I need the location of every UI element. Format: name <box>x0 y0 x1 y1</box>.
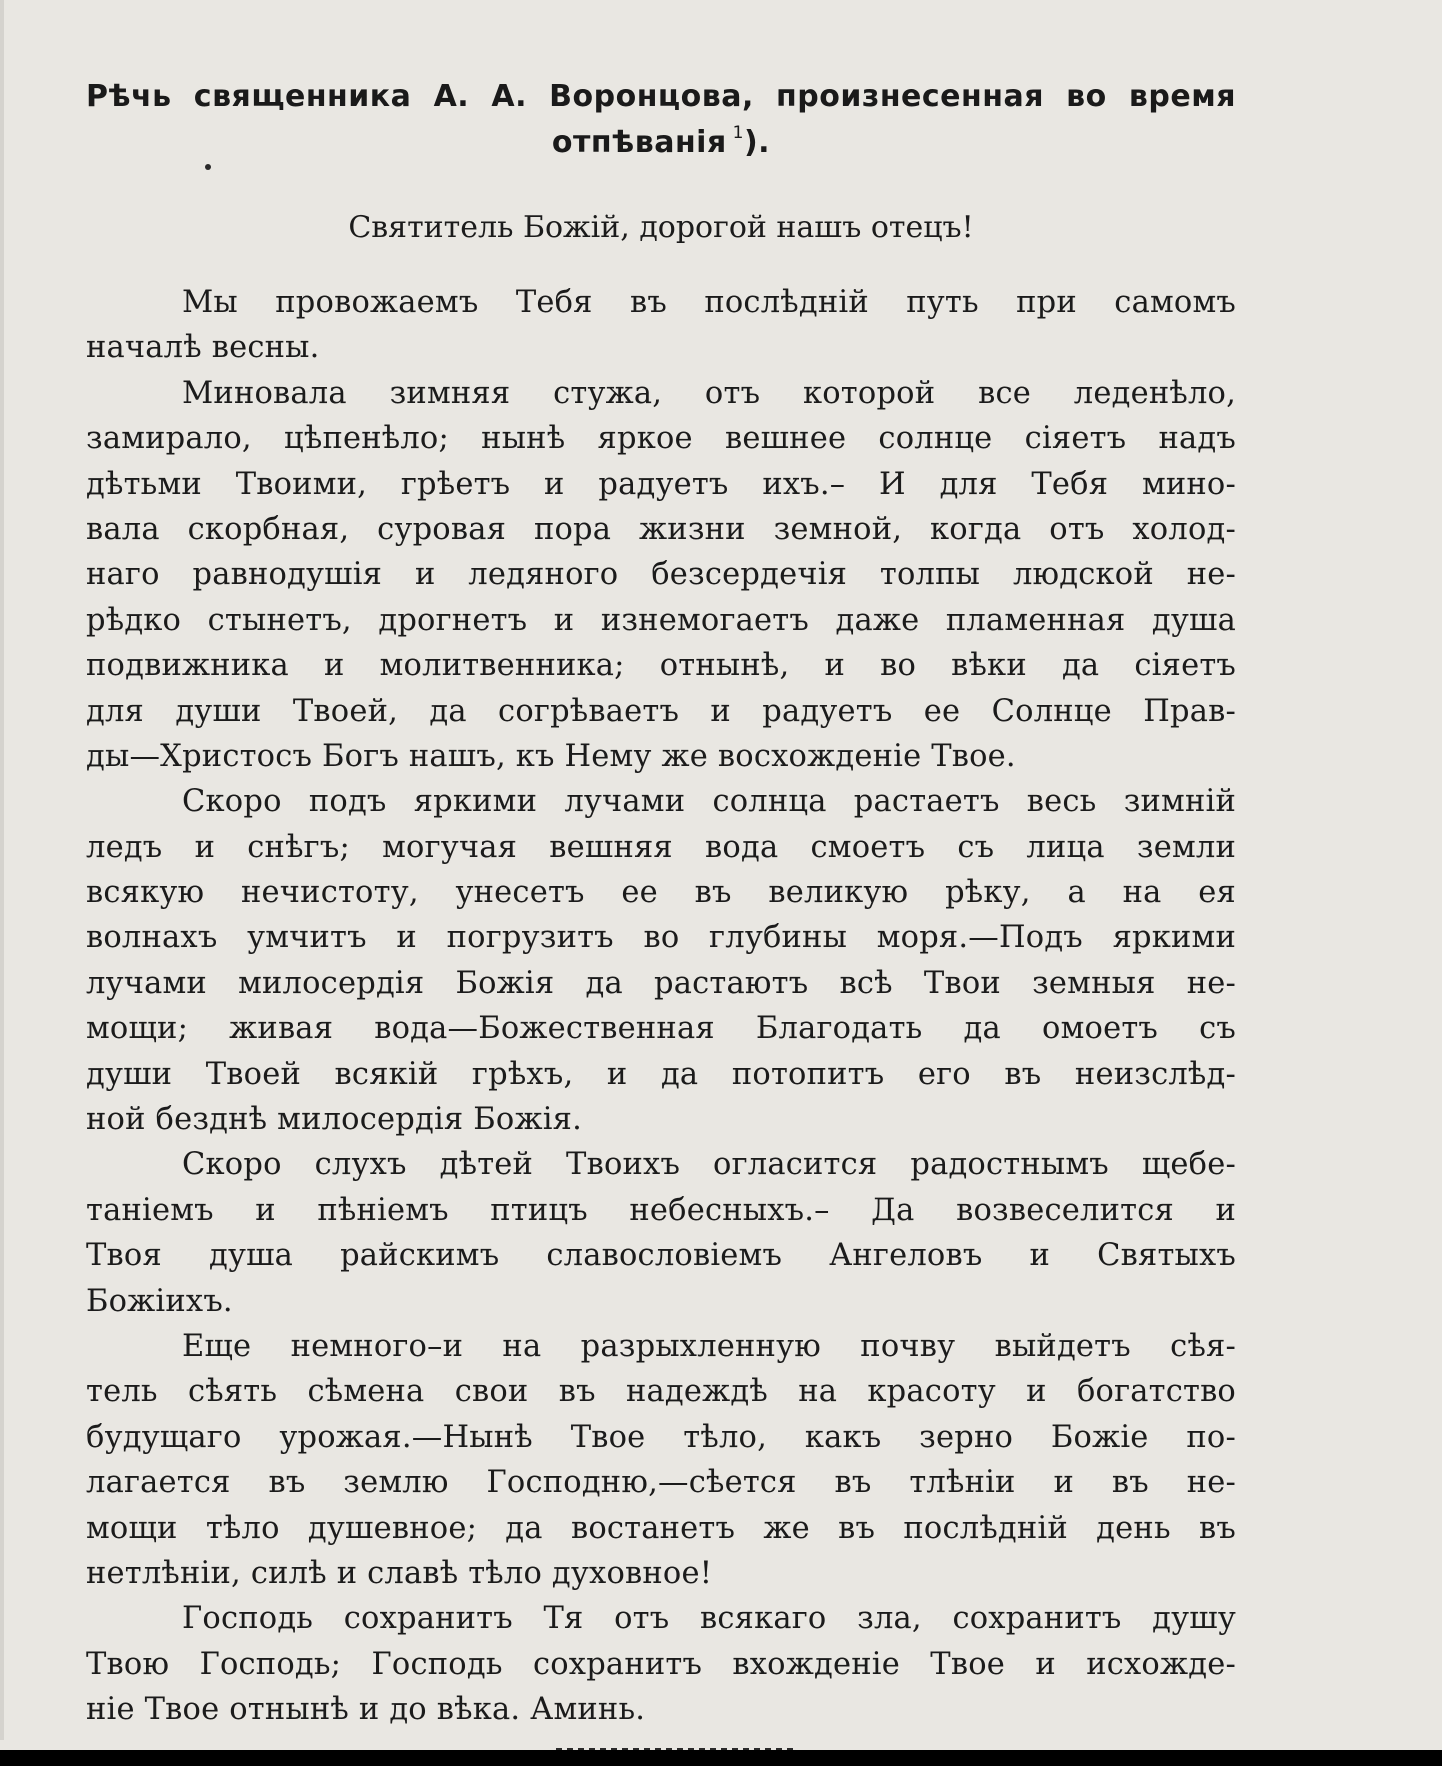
paragraph-line: дѣтьми Твоими, грѣетъ и радуетъ ихъ.– И для Тебя мино- <box>86 466 1236 502</box>
title-line-2-text: отпѣванія <box>551 125 727 160</box>
paragraph-line: всякую нечистоту, унесетъ ее въ великую рѣку, а на ея <box>86 875 1236 911</box>
paragraph-line: для души Твоей, да согрѣваетъ и радуетъ ее Солнце Прав- <box>86 693 1236 729</box>
paragraph-line: ніе Твое отнынѣ и до вѣка. Аминь. <box>86 1692 646 1728</box>
paragraph-line: нетлѣніи, силѣ и славѣ тѣло духовное! <box>86 1555 713 1591</box>
paragraph <box>86 371 1236 780</box>
paragraph-line: началѣ весны. <box>86 330 320 366</box>
paragraph-line: наго равнодушія и ледяного безсердечія толпы людской не- <box>86 557 1236 593</box>
paragraph-line: Твою Господь; Господь сохранитъ вхожденіе Твое и исхожде- <box>86 1646 1236 1682</box>
paragraph-line: лучами милосердія Божія да растаютъ всѣ Твои земныя не- <box>86 965 1236 1001</box>
paragraph-line: тель сѣять сѣмена свои въ надеждѣ на красоту и богатство <box>86 1374 1236 1410</box>
stray-dot-mark <box>205 164 211 170</box>
title-line-2-tail: ). <box>743 125 771 160</box>
paragraph-line: Твоя душа райскимъ славословіемъ Ангеловъ и Святыхъ <box>86 1238 1236 1274</box>
paragraph-line: души Твоей всякій грѣхъ, и да потопитъ его въ неизслѣд- <box>86 1056 1236 1092</box>
paragraph-line: будущаго урожая.—Нынѣ Твое тѣло, какъ зерно Божіе по- <box>86 1419 1236 1455</box>
paragraph-line: вала скорбная, суровая пора жизни земной, когда отъ холод- <box>86 511 1236 547</box>
paragraph <box>86 1142 1236 1324</box>
footnote-number: 1 <box>732 123 744 143</box>
paragraph <box>86 779 1236 1142</box>
paragraph <box>86 1324 1236 1596</box>
paragraph-line: мощи тѣло душевное; да востанетъ же въ послѣдній день въ <box>86 1510 1236 1546</box>
bottom-ornament <box>556 1748 796 1750</box>
paragraph-line: лагается въ землю Господню,—сѣется въ тлѣніи и въ не- <box>86 1465 1236 1501</box>
paragraph <box>86 1596 1236 1732</box>
speech-title <box>86 74 1236 166</box>
paragraph-line: Господь сохранитъ Тя отъ всякаго зла, сохранитъ душу <box>182 1601 1236 1637</box>
paragraph-line: Божіихъ. <box>86 1283 233 1319</box>
title-line-2 <box>86 120 1236 166</box>
paragraph-line: замирало, цѣпенѣло; нынѣ яркое вешнее солнце сіяетъ надъ <box>86 421 1236 457</box>
paragraph-line: рѣдко стынетъ, дрогнетъ и изнемогаетъ даже пламенная душа <box>86 602 1236 638</box>
paragraph-line: волнахъ умчитъ и погрузитъ во глубины моря.—Подъ яркими <box>86 920 1236 956</box>
paragraph-line: Скоро подъ яркими лучами солнца растаетъ весь зимній <box>182 784 1236 820</box>
page-edge <box>0 0 4 1750</box>
paragraph-line: ной безднѣ милосердія Божія. <box>86 1102 582 1138</box>
footnote-mark <box>727 123 744 143</box>
paragraph-line: таніемъ и пѣніемъ птицъ небесныхъ.– Да возвеселится и <box>86 1192 1236 1228</box>
paragraph-line: Миновала зимняя стужа, отъ которой все леденѣло, <box>182 375 1236 411</box>
paragraph-line: подвижника и молитвенника; отнынѣ, и во вѣки да сіяетъ <box>86 648 1236 684</box>
paragraph-line: ледъ и снѣгъ; могучая вешняя вода смоетъ съ лица земли <box>86 829 1236 865</box>
speech-body <box>86 280 1236 1733</box>
title-line-1: Рѣчь священника А. А. Воронцова, произнесенная во время <box>86 79 1236 114</box>
salutation: Святитель Божій, дорогой нашъ отецъ! <box>348 210 974 245</box>
paragraph-line: Еще немного–и на разрыхленную почву выйдетъ сѣя- <box>182 1328 1236 1364</box>
paragraph-line: мощи; живая вода—Божественная Благодать да омоетъ съ <box>86 1011 1236 1047</box>
paragraph <box>86 280 1236 371</box>
paragraph-line: Скоро слухъ дѣтей Твоихъ огласится радостнымъ щебе- <box>182 1147 1236 1183</box>
paragraph-line: Мы провожаемъ Тебя въ послѣдній путь при самомъ <box>182 285 1236 320</box>
paragraph-line: ды—Христосъ Богъ нашъ, къ Нему же восхожденіе Твое. <box>86 738 1016 774</box>
